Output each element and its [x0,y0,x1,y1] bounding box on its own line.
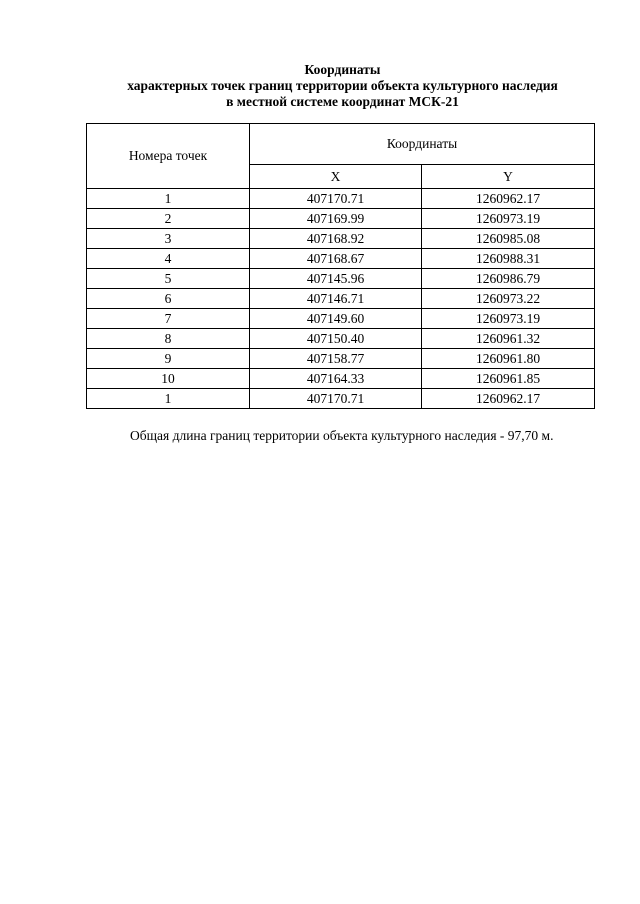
y-cell: 1260961.85 [422,369,595,389]
boundary-length-note: Общая длина границ территории объекта культурного наследия - 97,70 м. [130,428,554,443]
header-coordinates: Координаты [250,124,595,165]
x-cell: 407158.77 [250,349,422,369]
point-number-cell: 6 [87,289,250,309]
x-cell: 407169.99 [250,209,422,229]
x-cell: 407170.71 [250,189,422,209]
y-cell: 1260973.19 [422,309,595,329]
y-cell: 1260985.08 [422,229,595,249]
y-cell: 1260986.79 [422,269,595,289]
point-number-cell: 10 [87,369,250,389]
document-title [0,62,640,110]
table-row [87,249,595,269]
table-row [87,289,595,309]
title-line-3: в местной системе координат МСК-21 [226,94,459,109]
table-row [87,189,595,209]
point-number-cell: 5 [87,269,250,289]
point-number-cell: 2 [87,209,250,229]
point-number-cell: 1 [87,189,250,209]
x-cell: 407149.60 [250,309,422,329]
y-cell: 1260961.32 [422,329,595,349]
header-point-numbers: Номера точек [87,124,250,189]
y-cell: 1260961.80 [422,349,595,369]
coordinates-table [86,123,595,409]
y-cell: 1260973.22 [422,289,595,309]
point-number-cell: 4 [87,249,250,269]
x-cell: 407145.96 [250,269,422,289]
table-row [87,269,595,289]
x-cell: 407168.67 [250,249,422,269]
point-number-cell: 8 [87,329,250,349]
x-cell: 407168.92 [250,229,422,249]
x-cell: 407164.33 [250,369,422,389]
title-line-1: Координаты [304,62,381,77]
table-row [87,209,595,229]
header-x: X [250,165,422,189]
table-row [87,309,595,329]
x-cell: 407170.71 [250,389,422,409]
table-row [87,369,595,389]
point-number-cell: 1 [87,389,250,409]
x-cell: 407150.40 [250,329,422,349]
point-number-cell: 9 [87,349,250,369]
table-row [87,349,595,369]
table-row [87,389,595,409]
y-cell: 1260973.19 [422,209,595,229]
y-cell: 1260962.17 [422,389,595,409]
y-cell: 1260962.17 [422,189,595,209]
y-cell: 1260988.31 [422,249,595,269]
point-number-cell: 7 [87,309,250,329]
point-number-cell: 3 [87,229,250,249]
x-cell: 407146.71 [250,289,422,309]
title-line-2: характерных точек границ территории объекта культурного наследия [127,78,558,93]
header-y: Y [422,165,595,189]
table-row [87,229,595,249]
table-row [87,329,595,349]
